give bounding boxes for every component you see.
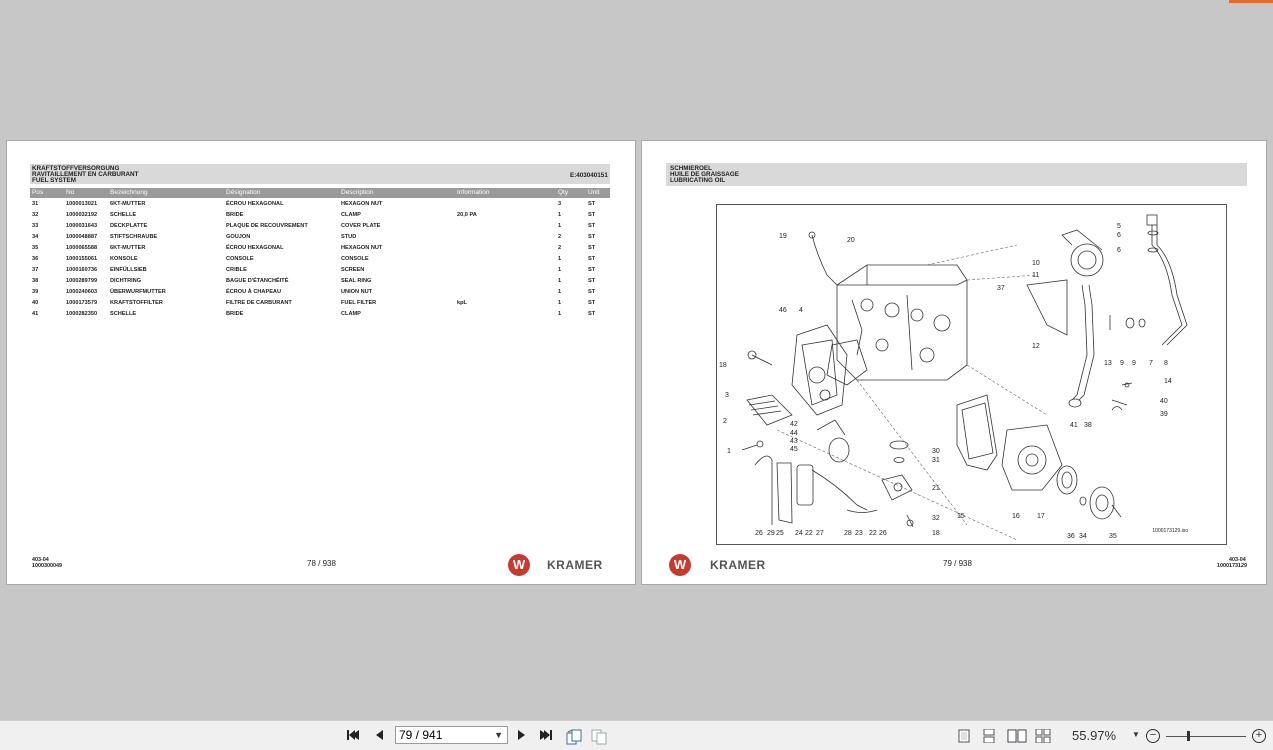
brand-name: KRAMER xyxy=(547,558,603,572)
callout-number: 43 xyxy=(790,438,798,445)
cell-unit: ST xyxy=(588,278,596,284)
continuous-facing-icon xyxy=(1035,729,1051,743)
cell-pos: 31 xyxy=(32,201,39,207)
footer-code-2: 1000173129 xyxy=(1217,563,1247,569)
col-no: No xyxy=(66,189,75,196)
previous-view-button[interactable] xyxy=(565,729,583,743)
cell-unit: ST xyxy=(588,245,596,251)
cell-qty: 1 xyxy=(558,300,562,306)
cell-description: CONSOLE xyxy=(341,256,369,262)
cell-no: 1000282350 xyxy=(66,311,98,317)
cell-no: 1000031643 xyxy=(66,223,98,229)
first-page-icon xyxy=(346,728,360,742)
parts-table-header xyxy=(30,188,610,198)
table-row xyxy=(30,221,610,232)
callout-number: 36 xyxy=(1067,533,1075,540)
page-number: 79 / 938 xyxy=(943,559,972,568)
cell-no: 1000065588 xyxy=(66,245,98,251)
cell-bezeichnung: 6KT-MUTTER xyxy=(110,245,146,251)
callout-number: 17 xyxy=(1037,513,1045,520)
next-view-button[interactable] xyxy=(590,729,608,743)
facing-view-button[interactable] xyxy=(1007,729,1027,743)
table-row xyxy=(30,309,610,320)
cell-pos: 32 xyxy=(32,212,39,218)
cell-pos: 33 xyxy=(32,223,39,229)
cell-bezeichnung: KRAFTSTOFFILTER xyxy=(110,300,163,306)
cell-description: HEXAGON NUT xyxy=(341,201,383,207)
cell-bezeichnung: EINFÜLLSIEB xyxy=(110,267,147,273)
table-row xyxy=(30,199,610,210)
prev-page-icon xyxy=(373,728,385,742)
callout-number: 12 xyxy=(1032,343,1040,350)
col-description: Description xyxy=(341,189,374,196)
header-title-en: FUEL SYSTEM xyxy=(32,177,76,184)
col-unit: Unit xyxy=(588,189,600,196)
callout-number: 9 xyxy=(1132,360,1136,367)
cell-pos: 39 xyxy=(32,289,39,295)
cell-unit: ST xyxy=(588,300,596,306)
callout-number: 20 xyxy=(847,237,855,244)
cell-no: 1000155061 xyxy=(66,256,98,262)
footer-code-1: 403-04 xyxy=(1229,557,1246,563)
header-title-en: LUBRICATING OIL xyxy=(670,177,726,184)
col-bezeichnung: Bezeichnung xyxy=(110,189,148,196)
callout-number: 13 xyxy=(1104,360,1112,367)
callout-number: 37 xyxy=(997,285,1005,292)
callout-number: 26 xyxy=(879,530,887,537)
cell-pos: 41 xyxy=(32,311,39,317)
col-qty: Qty xyxy=(558,189,569,196)
table-row xyxy=(30,265,610,276)
callout-number: 25 xyxy=(776,530,784,537)
col-designation: Désignation xyxy=(226,189,261,196)
cell-unit: ST xyxy=(588,212,596,218)
footer-code-2: 1000300049 xyxy=(32,563,62,569)
diagram-reference: 1000173129.iso xyxy=(1152,528,1188,534)
zoom-slider-handle[interactable] xyxy=(1187,731,1190,741)
cell-no: 1000048887 xyxy=(66,234,98,240)
cell-unit: ST xyxy=(588,311,596,317)
callout-number: 27 xyxy=(816,530,824,537)
col-information: Information xyxy=(457,189,490,196)
cell-qty: 2 xyxy=(558,234,562,240)
cell-bezeichnung: STIFTSCHRAUBE xyxy=(110,234,158,240)
next-page-icon xyxy=(516,728,528,742)
last-page-button[interactable] xyxy=(539,728,553,745)
header-title-de: KRAFTSTOFFVERSORGUNG xyxy=(32,165,120,172)
cell-designation: ÉCROU À CHAPEAU xyxy=(226,289,282,295)
page-number-input[interactable] xyxy=(399,728,489,742)
zoom-slider[interactable] xyxy=(1166,736,1246,737)
page-number: 78 / 938 xyxy=(307,559,336,568)
callout-number: 38 xyxy=(1084,422,1092,429)
zoom-out-button[interactable]: − xyxy=(1146,729,1160,743)
cell-qty: 1 xyxy=(558,289,562,295)
table-row xyxy=(30,254,610,265)
callout-number: 9 xyxy=(1120,360,1124,367)
callout-number: 10 xyxy=(1032,260,1040,267)
callout-number: 44 xyxy=(790,430,798,437)
cell-unit: ST xyxy=(588,267,596,273)
table-row xyxy=(30,243,610,254)
single-page-view-button[interactable] xyxy=(958,729,970,743)
cell-description: FUEL FILTER xyxy=(341,300,377,306)
next-view-icon xyxy=(590,729,608,745)
zoom-in-button[interactable]: + xyxy=(1252,729,1266,743)
header-title-fr: HUILE DE GRAISSAGE xyxy=(670,171,739,178)
cell-no: 1000240603 xyxy=(66,289,98,295)
callout-number: 40 xyxy=(1160,398,1168,405)
callout-number: 39 xyxy=(1160,411,1168,418)
callout-number: 14 xyxy=(1164,378,1172,385)
cell-no: 1000173579 xyxy=(66,300,98,306)
cell-qty: 3 xyxy=(558,201,562,207)
page-number-select[interactable] xyxy=(395,726,508,744)
callout-number: 41 xyxy=(1070,422,1078,429)
callout-number: 45 xyxy=(790,446,798,453)
cell-bezeichnung: SCHELLE xyxy=(110,311,137,317)
prev-page-button[interactable] xyxy=(373,728,385,745)
callout-number: 22 xyxy=(869,530,877,537)
table-row xyxy=(30,276,610,287)
cell-description: COVER PLATE xyxy=(341,223,381,229)
facing-page-icon xyxy=(1007,729,1027,743)
header-ref: E:403040151 xyxy=(570,172,608,179)
cell-pos: 34 xyxy=(32,234,39,240)
callout-number: 29 xyxy=(767,530,775,537)
kramer-logo-icon: W xyxy=(669,554,691,576)
cell-qty: 1 xyxy=(558,278,562,284)
single-page-icon xyxy=(958,729,970,743)
continuous-page-icon xyxy=(983,729,995,743)
callout-number: 35 xyxy=(1109,533,1117,540)
cell-designation: PLAQUE DE RECOUVREMENT xyxy=(226,223,308,229)
callout-number: 16 xyxy=(1012,513,1020,520)
cell-pos: 40 xyxy=(32,300,39,306)
callout-number: 6 xyxy=(1117,232,1121,239)
page-header-band xyxy=(666,163,1247,186)
callout-number: 5 xyxy=(1117,223,1121,230)
viewer-toolbar xyxy=(0,720,1273,750)
callout-number: 34 xyxy=(1079,533,1087,540)
first-page-button[interactable] xyxy=(346,728,360,745)
document-page-right xyxy=(642,141,1266,584)
brand-name: KRAMER xyxy=(710,558,766,572)
cell-information: kpL xyxy=(457,300,467,306)
cell-qty: 1 xyxy=(558,223,562,229)
cell-qty: 1 xyxy=(558,311,562,317)
table-row xyxy=(30,298,610,309)
cell-designation: BAGUE D'ÉTANCHÉITÉ xyxy=(226,278,289,284)
continuous-facing-view-button[interactable] xyxy=(1035,729,1051,743)
cell-bezeichnung: DICHTRING xyxy=(110,278,142,284)
cell-qty: 2 xyxy=(558,245,562,251)
callout-number: 19 xyxy=(779,233,787,240)
cell-qty: 1 xyxy=(558,256,562,262)
cell-bezeichnung: ÜBERWURFMUTTER xyxy=(110,289,166,295)
header-title-fr: RAVITAILLEMENT EN CARBURANT xyxy=(32,171,139,178)
zoom-level[interactable]: 55.97% xyxy=(1072,728,1117,743)
callout-number: 30 xyxy=(932,448,940,455)
table-row xyxy=(30,232,610,243)
cell-designation: FILTRE DE CARBURANT xyxy=(226,300,292,306)
cell-no: 1000289799 xyxy=(66,278,98,284)
cell-pos: 37 xyxy=(32,267,39,273)
callout-number: 7 xyxy=(1149,360,1153,367)
cell-bezeichnung: KONSOLE xyxy=(110,256,138,262)
callout-number: 15 xyxy=(957,513,965,520)
callout-number: 31 xyxy=(932,457,940,464)
header-title-de: SCHMIEROEL xyxy=(670,165,712,172)
cell-designation: CONSOLE xyxy=(226,256,254,262)
document-page-left xyxy=(7,141,635,584)
cell-unit: ST xyxy=(588,223,596,229)
cell-unit: ST xyxy=(588,201,596,207)
window-accent-bar xyxy=(1229,0,1273,3)
cell-description: SEAL RING xyxy=(341,278,372,284)
previous-view-icon xyxy=(565,729,583,745)
cell-bezeichnung: SCHELLE xyxy=(110,212,137,218)
cell-description: CLAMP xyxy=(341,311,361,317)
cell-qty: 1 xyxy=(558,267,562,273)
cell-description: UNION NUT xyxy=(341,289,373,295)
cell-unit: ST xyxy=(588,289,596,295)
cell-designation: BRIDE xyxy=(226,212,244,218)
cell-pos: 35 xyxy=(32,245,39,251)
cell-designation: BRIDE xyxy=(226,311,244,317)
callout-number: 42 xyxy=(790,421,798,428)
table-row xyxy=(30,287,610,298)
next-page-button[interactable] xyxy=(516,728,528,745)
exploded-parts-diagram xyxy=(716,204,1227,545)
cell-no: 1000032192 xyxy=(66,212,98,218)
cell-unit: ST xyxy=(588,256,596,262)
callout-number: 26 xyxy=(755,530,763,537)
callout-number: 24 xyxy=(795,530,803,537)
zoom-dropdown-icon[interactable]: ▼ xyxy=(1132,730,1140,739)
callout-number: 28 xyxy=(844,530,852,537)
callout-number: 6 xyxy=(1117,247,1121,254)
cell-no: 1000160736 xyxy=(66,267,98,273)
cell-description: CLAMP xyxy=(341,212,361,218)
cell-description: HEXAGON NUT xyxy=(341,245,383,251)
cell-information: 20,0 PA xyxy=(457,212,477,218)
cell-bezeichnung: DECKPLATTE xyxy=(110,223,148,229)
callout-number: 3 xyxy=(725,392,729,399)
callout-number: 1 xyxy=(727,448,731,455)
continuous-view-button[interactable] xyxy=(983,729,995,743)
callout-number: 46 xyxy=(779,307,787,314)
footer-code-1: 403-04 xyxy=(32,557,49,563)
chevron-down-icon[interactable]: ▼ xyxy=(494,730,503,740)
callout-number: 11 xyxy=(1032,272,1040,279)
callout-number: 2 xyxy=(723,418,727,425)
table-row xyxy=(30,210,610,221)
callout-number: 32 xyxy=(932,515,940,522)
callout-number: 4 xyxy=(799,307,803,314)
cell-designation: ÉCROU HEXAGONAL xyxy=(226,245,284,251)
kramer-logo-icon: W xyxy=(508,554,530,576)
callout-number: 22 xyxy=(805,530,813,537)
cell-description: STUD xyxy=(341,234,357,240)
callout-number: 8 xyxy=(1164,360,1168,367)
cell-designation: GOUJON xyxy=(226,234,251,240)
cell-description: SCREEN xyxy=(341,267,365,273)
cell-qty: 1 xyxy=(558,212,562,218)
cell-designation: CRIBLE xyxy=(226,267,247,273)
cell-pos: 38 xyxy=(32,278,39,284)
col-pos: Pos xyxy=(32,189,44,196)
callout-number: 23 xyxy=(855,530,863,537)
cell-no: 1000013021 xyxy=(66,201,98,207)
cell-pos: 36 xyxy=(32,256,39,262)
engine-lubrication-drawing xyxy=(717,205,1226,544)
callout-number: 18 xyxy=(719,362,727,369)
callout-number: 18 xyxy=(932,530,940,537)
cell-bezeichnung: 6KT-MUTTER xyxy=(110,201,146,207)
callout-number: 21 xyxy=(932,485,940,492)
cell-designation: ÉCROU HEXAGONAL xyxy=(226,201,284,207)
last-page-icon xyxy=(539,728,553,742)
cell-unit: ST xyxy=(588,234,596,240)
